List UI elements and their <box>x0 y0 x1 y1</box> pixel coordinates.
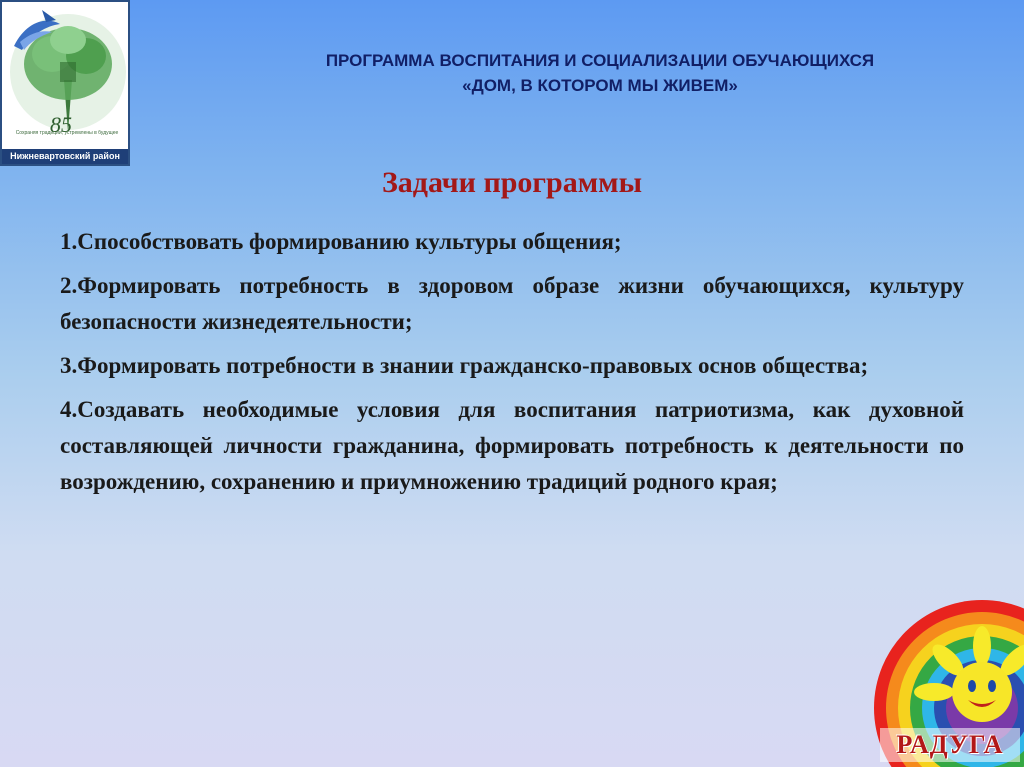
header-line-1: ПРОГРАММА ВОСПИТАНИЯ И СОЦИАЛИЗАЦИИ ОБУЧАЮЩИХСЯ <box>325 51 875 70</box>
emblem-title: РАДУГА <box>896 730 1004 759</box>
tasks-list <box>60 224 964 508</box>
logo-motto: Сохраняя традиции, устремлены в будущее <box>15 130 119 136</box>
slide-title: Задачи программы <box>381 166 643 199</box>
logo-caption: Нижневартовский район <box>2 149 128 164</box>
header-line-2: «ДОМ, В КОТОРОМ МЫ ЖИВЕМ» <box>462 76 738 95</box>
raduga-emblem <box>872 588 1024 767</box>
task-item-3: 3.Формировать потребности в знании гражданско-правовых основ общества; <box>60 353 869 378</box>
district-logo <box>0 0 130 166</box>
logo-number: 85 <box>50 112 72 137</box>
program-header <box>200 48 1000 98</box>
task-item-2: 2.Формировать потребность в здоровом образе жизни обучающихся, культуру безопасности жизнедеятельности; <box>60 273 964 334</box>
tree-emblem-icon <box>2 2 130 166</box>
task-item-1: 1.Способствовать формированию культуры общения; <box>60 229 622 254</box>
task-item-4: 4.Создавать необходимые условия для воспитания патриотизма, как духовной составляющей личности гражданина, формировать потребность к деятельности по возрождению, сохранению и приумножению традиций родного края; <box>60 397 964 494</box>
